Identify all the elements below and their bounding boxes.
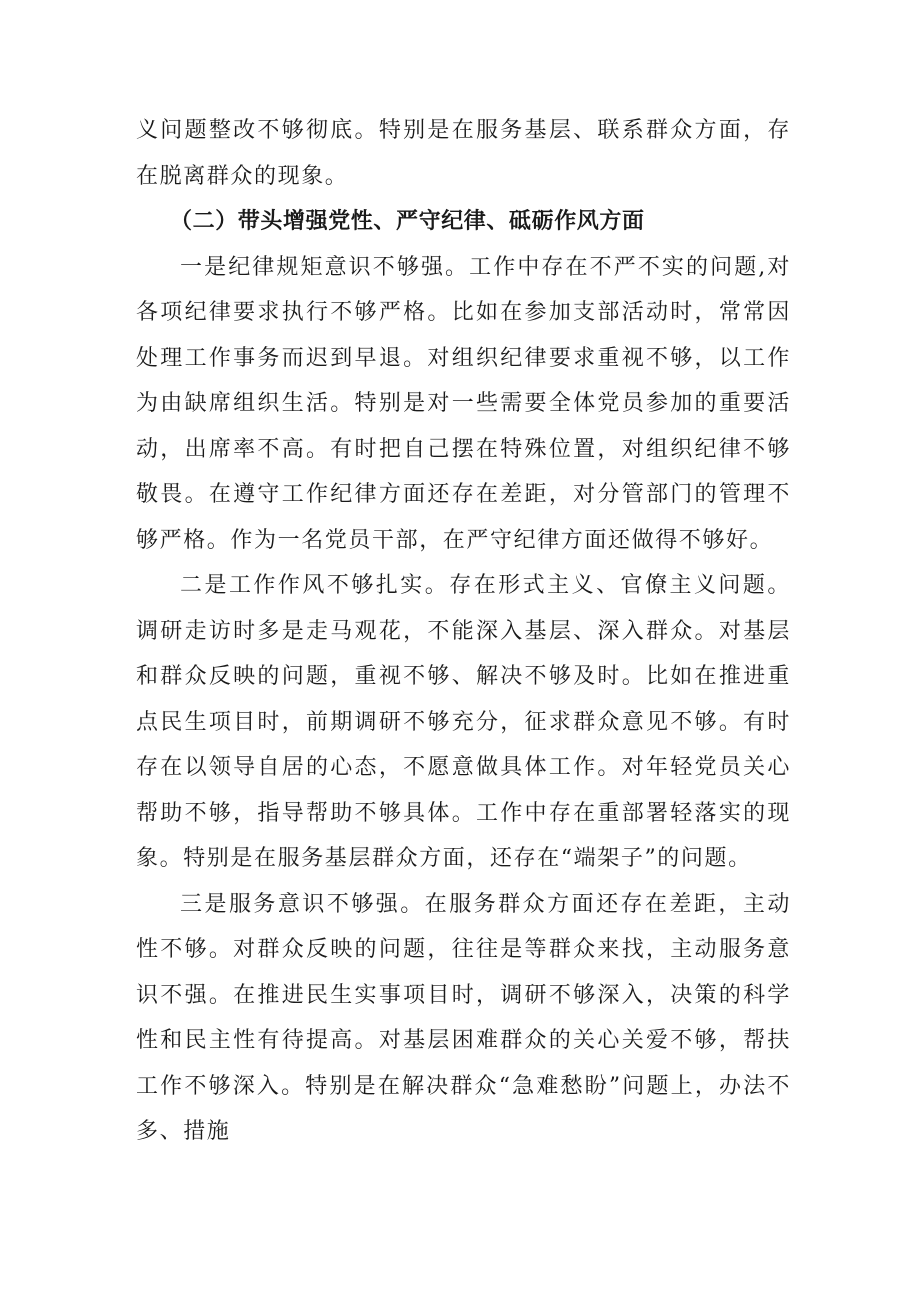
section-heading: （二）带头增强党性、严守纪律、砥砺作风方面 [170, 208, 645, 234]
paragraph-continuation: 义问题整改不够彻底。特别是在服务基层、联系群众方面，存在脱离群众的现象。 [136, 118, 791, 189]
paragraph-service-awareness: 三是服务意识不够强。在服务群众方面还存在差距，主动性不够。对群众反映的问题，往往是等群众来找，主动服务意识不强。在推进民生实事项目时，调研不够深入，决策的科学性和民主性有待提高。对基层困难群众的关心关爱不够，帮扶工作不够深入。特别是在解决群众“急难愁盼”问题上，办法不多、措施 [136, 891, 791, 1144]
paragraph-discipline: 一是纪律规矩意识不够强。工作中存在不严不实的问题,对各项纪律要求执行不够严格。比如在参加支部活动时，常常因处理工作事务而迟到早退。对组织纪律要求重视不够，以工作为由缺席组织生活。特别是对一些需要全体党员参加的重要活动，出席率不高。有时把自己摆在特殊位置，对组织纪律不够敬畏。在遵守工作纪律方面还存在差距，对分管部门的管理不够严格。作为一名党员干部，在严守纪律方面还做得不够好。 [136, 254, 791, 553]
document-body [136, 108, 791, 1155]
paragraph-work-style: 二是工作作风不够扎实。存在形式主义、官僚主义问题。调研走访时多是走马观花，不能深入基层、深入群众。对基层和群众反映的问题，重视不够、解决不够及时。比如在推进重点民生项目时，前期调研不够充分，征求群众意见不够。有时存在以领导自居的心态，不愿意做具体工作。对年轻党员关心帮助不够，指导帮助不够具体。工作中存在重部署轻落实的现象。特别是在服务基层群众方面，还存在“端架子”的问题。 [136, 573, 791, 871]
